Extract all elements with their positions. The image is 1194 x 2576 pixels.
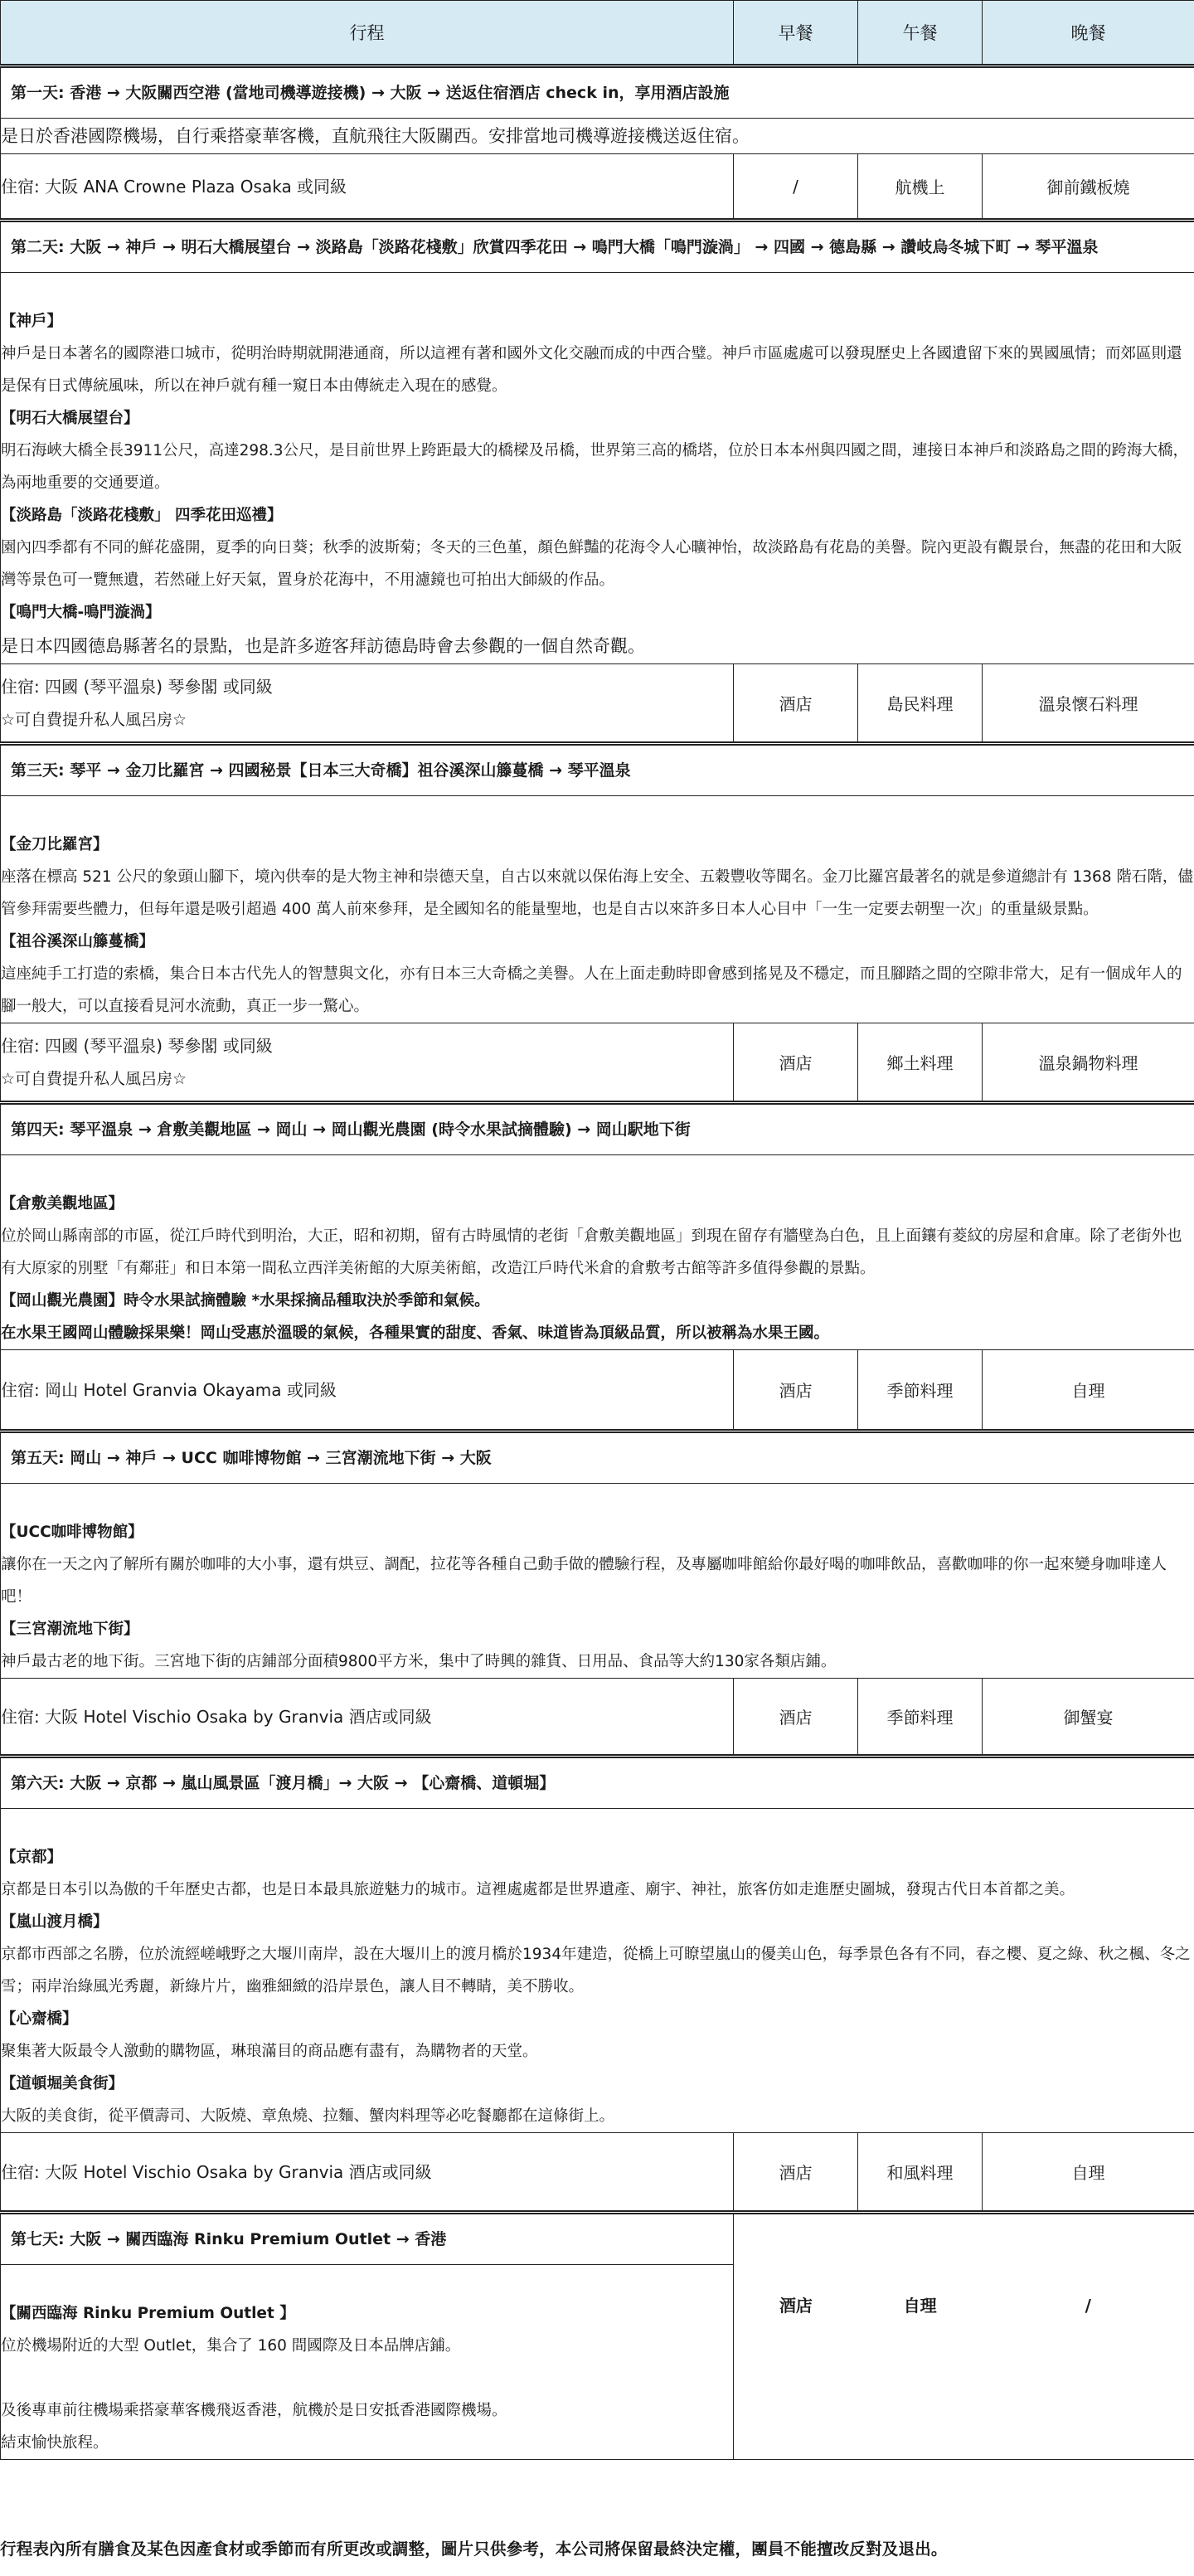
accommodation-text: 住宿: 四國 (琴平溫泉) 琴參閣 或同級 [1, 1035, 273, 1056]
day-title-row [1, 221, 1194, 273]
paragraph: 是日於香港國際機場，自行乘搭豪華客機，直航飛往大阪關西。安排當地司機導遊接機送返住宿。 [1, 126, 750, 146]
meal-dinner: 溫泉鍋物料理 [983, 1023, 1194, 1103]
meal-dinner: / [1085, 2296, 1091, 2316]
accommodation [1, 664, 734, 744]
accommodation [1, 154, 734, 221]
section-heading: 【金刀比羅宮】 [1, 836, 109, 853]
spacer [1, 2265, 733, 2297]
section-heading: 【心齋橋】 [1, 2010, 78, 2028]
day-stay-row [1, 1023, 1194, 1103]
days-body [1, 66, 1194, 2460]
paragraph: 及後專車前往機場乘搭豪華客機飛返香港，航機於是日安抵香港國際機場。 [1, 2402, 507, 2419]
section-heading: 【京都】 [1, 1849, 63, 1866]
header-itinerary: 行程 [1, 1, 734, 66]
spacer [1, 1155, 1194, 1188]
day-body-row [1, 119, 1194, 154]
header-breakfast: 早餐 [734, 1, 858, 66]
paragraph: 京都是日本引以為傲的千年歷史古都，也是日本最具旅遊魅力的城市。這裡處處都是世界遺產、廟宇、神社，旅客仿如走進歷史圖城，發現古代日本首都之美。 [1, 1881, 1075, 1898]
accommodation [1, 1350, 734, 1431]
table-header-row [1, 1, 1194, 66]
paragraph: 位於機場附近的大型 Outlet，集合了 160 間國際及日本品牌店鋪。 [1, 2337, 461, 2355]
meal-breakfast: / [734, 154, 858, 221]
accommodation-text: 住宿: 四國 (琴平溫泉) 琴參閣 或同級 [1, 676, 273, 697]
day-title-row [1, 66, 1194, 119]
day-title: 第五天: 岡山 → 神戶 → UCC 咖啡博物館 → 三宮潮流地下街 → 大阪 [1, 1431, 1194, 1484]
day-title: 第一天: 香港 → 大阪關西空港 (當地司機導遊接機) → 大阪 → 送返住宿酒店 check in，享用酒店設施 [1, 66, 1194, 119]
day-title: 第二天: 大阪 → 神戶 → 明石大橋展望台 → 淡路島「淡路花棧敷」欣賞四季花田 → 鳴門大橋「鳴門漩渦」 → 四國 → 德島縣 → 讚岐烏冬城下町 → 琴平溫泉 [1, 221, 1194, 273]
meal-breakfast: 酒店 [734, 1350, 858, 1431]
meal-breakfast: 酒店 [734, 1023, 858, 1103]
section-heading: 【關西臨海 Rinku Premium Outlet 】 [1, 2305, 295, 2322]
meal-lunch: 航機上 [858, 154, 983, 221]
paragraph: 神戶最古老的地下街。三宮地下街的店鋪部分面積9800平方米，集中了時興的雜貨、日用品、食品等大約130家各類店鋪。 [1, 1653, 837, 1670]
spacer [1, 1484, 1194, 1516]
meal-breakfast: 酒店 [734, 664, 858, 744]
day-body-row [1, 1484, 1194, 1679]
paragraph: 是日本四國德島縣著名的景點，也是許多遊客拜訪德島時會去參觀的一個自然奇觀。 [1, 636, 645, 656]
paragraph: 神戶是日本著名的國際港口城市，從明治時期就開港通商，所以這裡有著和國外文化交融而成的中西合璧。神戶市區處處可以發現歷史上各國遺留下來的異國風情；而郊區則還是保有日式傳統風味，所以在神戶就有種一窺日本由傳統走入現在的感覺。 [1, 345, 1182, 395]
accommodation [1, 2133, 734, 2213]
accommodation-note: ☆可自費提升私人風呂房☆ [1, 1069, 187, 1088]
accommodation-text: 住宿: 大阪 ANA Crowne Plaza Osaka 或同級 [1, 176, 347, 197]
meal-lunch: 季節料理 [858, 1350, 983, 1431]
section-heading: 【嵐山渡月橋】 [1, 1913, 109, 1931]
day-description [1, 1809, 1194, 2133]
paragraph: 這座純手工打造的索橋，集合日本古代先人的智慧與文化，亦有日本三大奇橋之美譽。人在上面走動時即會感到搖晃及不穩定，而且腳踏之間的空隙非常大，足有一個成年人的腳一般大，可以直接看見河水流動，真正一步一驚心。 [1, 965, 1182, 1015]
final-day-meals [734, 2213, 1194, 2460]
section-heading: 【明石大橋展望台】 [1, 410, 139, 427]
meal-breakfast: 酒店 [779, 2296, 813, 2316]
day-description [1, 2265, 734, 2460]
section-heading: 【道頓堀美食街】 [1, 2075, 124, 2092]
paragraph: 位於岡山縣南部的市區，從江戶時代到明治，大正，昭和初期，留有古時風情的老街「倉敷美觀地區」到現在留存有牆壁為白色，且上面鑲有菱紋的房屋和倉庫。除了老街外也有大原家的別墅「有鄰莊」和日本第一間私立西洋美術館的大原美術館，改造江戶時代米倉的倉敷考古館等許多值得參觀的景點。 [1, 1227, 1182, 1277]
accommodation-text: 住宿: 大阪 Hotel Vischio Osaka by Granvia 酒店或同級 [1, 1706, 432, 1727]
day-description [1, 273, 1194, 664]
day-title-row [1, 1757, 1194, 1809]
accommodation-text: 住宿: 大阪 Hotel Vischio Osaka by Granvia 酒店或同級 [1, 2161, 432, 2182]
day-stay-row [1, 2133, 1194, 2213]
accommodation-note: ☆可自費提升私人風呂房☆ [1, 710, 187, 729]
section-heading: 【神戶】 [1, 313, 63, 330]
section-heading: 【鳴門大橋-鳴門漩渦】 [1, 604, 161, 621]
day-title-row [1, 1103, 1194, 1155]
spacer [1, 1809, 1194, 1841]
meal-dinner: 御蟹宴 [983, 1679, 1194, 1757]
paragraph: 讓你在一天之內了解所有關於咖啡的大小事，還有烘豆、調配，拉花等各種自己動手做的體驗行程，及專屬咖啡館給你最好喝的咖啡飲品，喜歡咖啡的你一起來變身咖啡達人吧！ [1, 1556, 1167, 1606]
day-title-row [1, 744, 1194, 796]
spacer [1, 796, 1194, 829]
accommodation [1, 1023, 734, 1103]
day-stay-row [1, 1350, 1194, 1431]
paragraph: 園內四季都有不同的鮮花盛開，夏季的向日葵；秋季的波斯菊；冬天的三色堇，顏色鮮豔的花海令人心曠神怡，故淡路島有花島的美譽。院內更設有觀景台，無盡的花田和大阪灣等景色可一覽無遺，若然碰上好天氣，置身於花海中，不用濾鏡也可拍出大師級的作品。 [1, 539, 1182, 589]
paragraph: 大阪的美食街，從平價壽司、大阪燒、章魚燒、拉麵、蟹肉料理等必吃餐廳都在這條街上。 [1, 2107, 615, 2125]
header-lunch: 午餐 [858, 1, 983, 66]
day-description [1, 1155, 1194, 1350]
day-stay-row [1, 1679, 1194, 1757]
spacer [1, 273, 1194, 305]
paragraph: 京都市西部之名勝，位於流經嵯峨野之大堰川南岸，設在大堰川上的渡月橋於1934年建造，從橋上可瞭望嵐山的優美山色，每季景色各有不同，春之櫻、夏之綠、秋之楓、冬之雪；兩岸治綠風光秀麗，新綠片片，幽雅細緻的沿岸景色，讓人目不轉睛，美不勝收。 [1, 1946, 1191, 1995]
meal-dinner: 自理 [983, 1350, 1194, 1431]
day-stay-row [1, 664, 1194, 744]
day-title: 第六天: 大阪 → 京都 → 嵐山風景區「渡月橋」→ 大阪 → 【心齋橋、道頓堀】 [1, 1757, 1194, 1809]
paragraph: 聚集著大阪最令人激動的購物區，琳琅滿目的商品應有盡有，為購物者的天堂。 [1, 2043, 538, 2060]
meal-lunch: 島民料理 [858, 664, 983, 744]
day-title-row [1, 1431, 1194, 1484]
section-heading: 【UCC咖啡博物館】 [1, 1524, 143, 1541]
day-title: 第七天: 大阪 → 關西臨海 Rinku Premium Outlet → 香港 [1, 2213, 734, 2265]
day-title-row [1, 2213, 1194, 2265]
meal-lunch: 自理 [903, 2296, 937, 2316]
section-heading: 【三宮潮流地下街】 [1, 1621, 139, 1638]
day-body-row [1, 1155, 1194, 1350]
header-dinner: 晚餐 [983, 1, 1194, 66]
footer-disclaimer: 行程表內所有膳食及某色因產食材或季節而有所更改或調整，圖片只供參考，本公司將保留最終決定權，團員不能擅改反對及退出。 [0, 2540, 948, 2559]
paragraph: 明石海峽大橋全長3911公尺，高達298.3公尺，是目前世界上跨距最大的橋樑及吊橋，世界第三高的橋塔，位於日本本州與四國之間，連接日本神戶和淡路島之間的跨海大橋，為兩地重要的交通要道。 [1, 442, 1189, 492]
day-title: 第三天: 琴平 → 金刀比羅宮 → 四國秘景【日本三大奇橋】祖谷溪深山籐蔓橋 → 琴平溫泉 [1, 744, 1194, 796]
section-heading: 在水果王國岡山體驗採果樂！岡山受惠於溫暖的氣候，各種果實的甜度、香氣、味道皆為頂級品質，所以被稱為水果王國。 [1, 1324, 830, 1342]
spacer [1, 2362, 733, 2394]
meal-lunch: 和風料理 [858, 2133, 983, 2213]
day-body-row [1, 273, 1194, 664]
day-description [1, 119, 1194, 154]
section-heading: 【倉敷美觀地區】 [1, 1195, 124, 1213]
meal-breakfast: 酒店 [734, 2133, 858, 2213]
day-description [1, 1484, 1194, 1679]
meal-dinner: 溫泉懷石料理 [983, 664, 1194, 744]
accommodation [1, 1679, 734, 1757]
meal-breakfast: 酒店 [734, 1679, 858, 1757]
meal-dinner: 御前鐵板燒 [983, 154, 1194, 221]
day-description [1, 796, 1194, 1023]
paragraph: 結束愉快旅程。 [1, 2434, 109, 2452]
day-title: 第四天: 琴平溫泉 → 倉敷美觀地區 → 岡山 → 岡山觀光農園 (時令水果試摘體驗) → 岡山駅地下街 [1, 1103, 1194, 1155]
paragraph: 座落在標高 521 公尺的象頭山腳下，境內供奉的是大物主神和崇德天皇，自古以來就以保佑海上安全、五穀豐收等聞名。金刀比羅宮最著名的就是參道總計有 1368 階石階，儘管參拜需要些體力，但每年還是吸引超過 400 萬人前來參拜，是全國知名的能量聖地，也是自古以來許多日本人心目中「一生一定要去朝聖一次」的重量級景點。 [1, 868, 1193, 918]
section-heading: 【岡山觀光農園】時令水果試摘體驗 *水果採摘品種取決於季節和氣候。 [1, 1292, 490, 1310]
meal-lunch: 鄉土料理 [858, 1023, 983, 1103]
accommodation-text: 住宿: 岡山 Hotel Granvia Okayama 或同級 [1, 1379, 337, 1400]
day-body-row [1, 796, 1194, 1023]
section-heading: 【淡路島「淡路花棧敷」 四季花田巡禮】 [1, 507, 283, 524]
section-heading: 【祖谷溪深山籐蔓橋】 [1, 933, 155, 950]
day-stay-row [1, 154, 1194, 221]
meal-dinner: 自理 [983, 2133, 1194, 2213]
meal-lunch: 季節料理 [858, 1679, 983, 1757]
day-body-row [1, 1809, 1194, 2133]
